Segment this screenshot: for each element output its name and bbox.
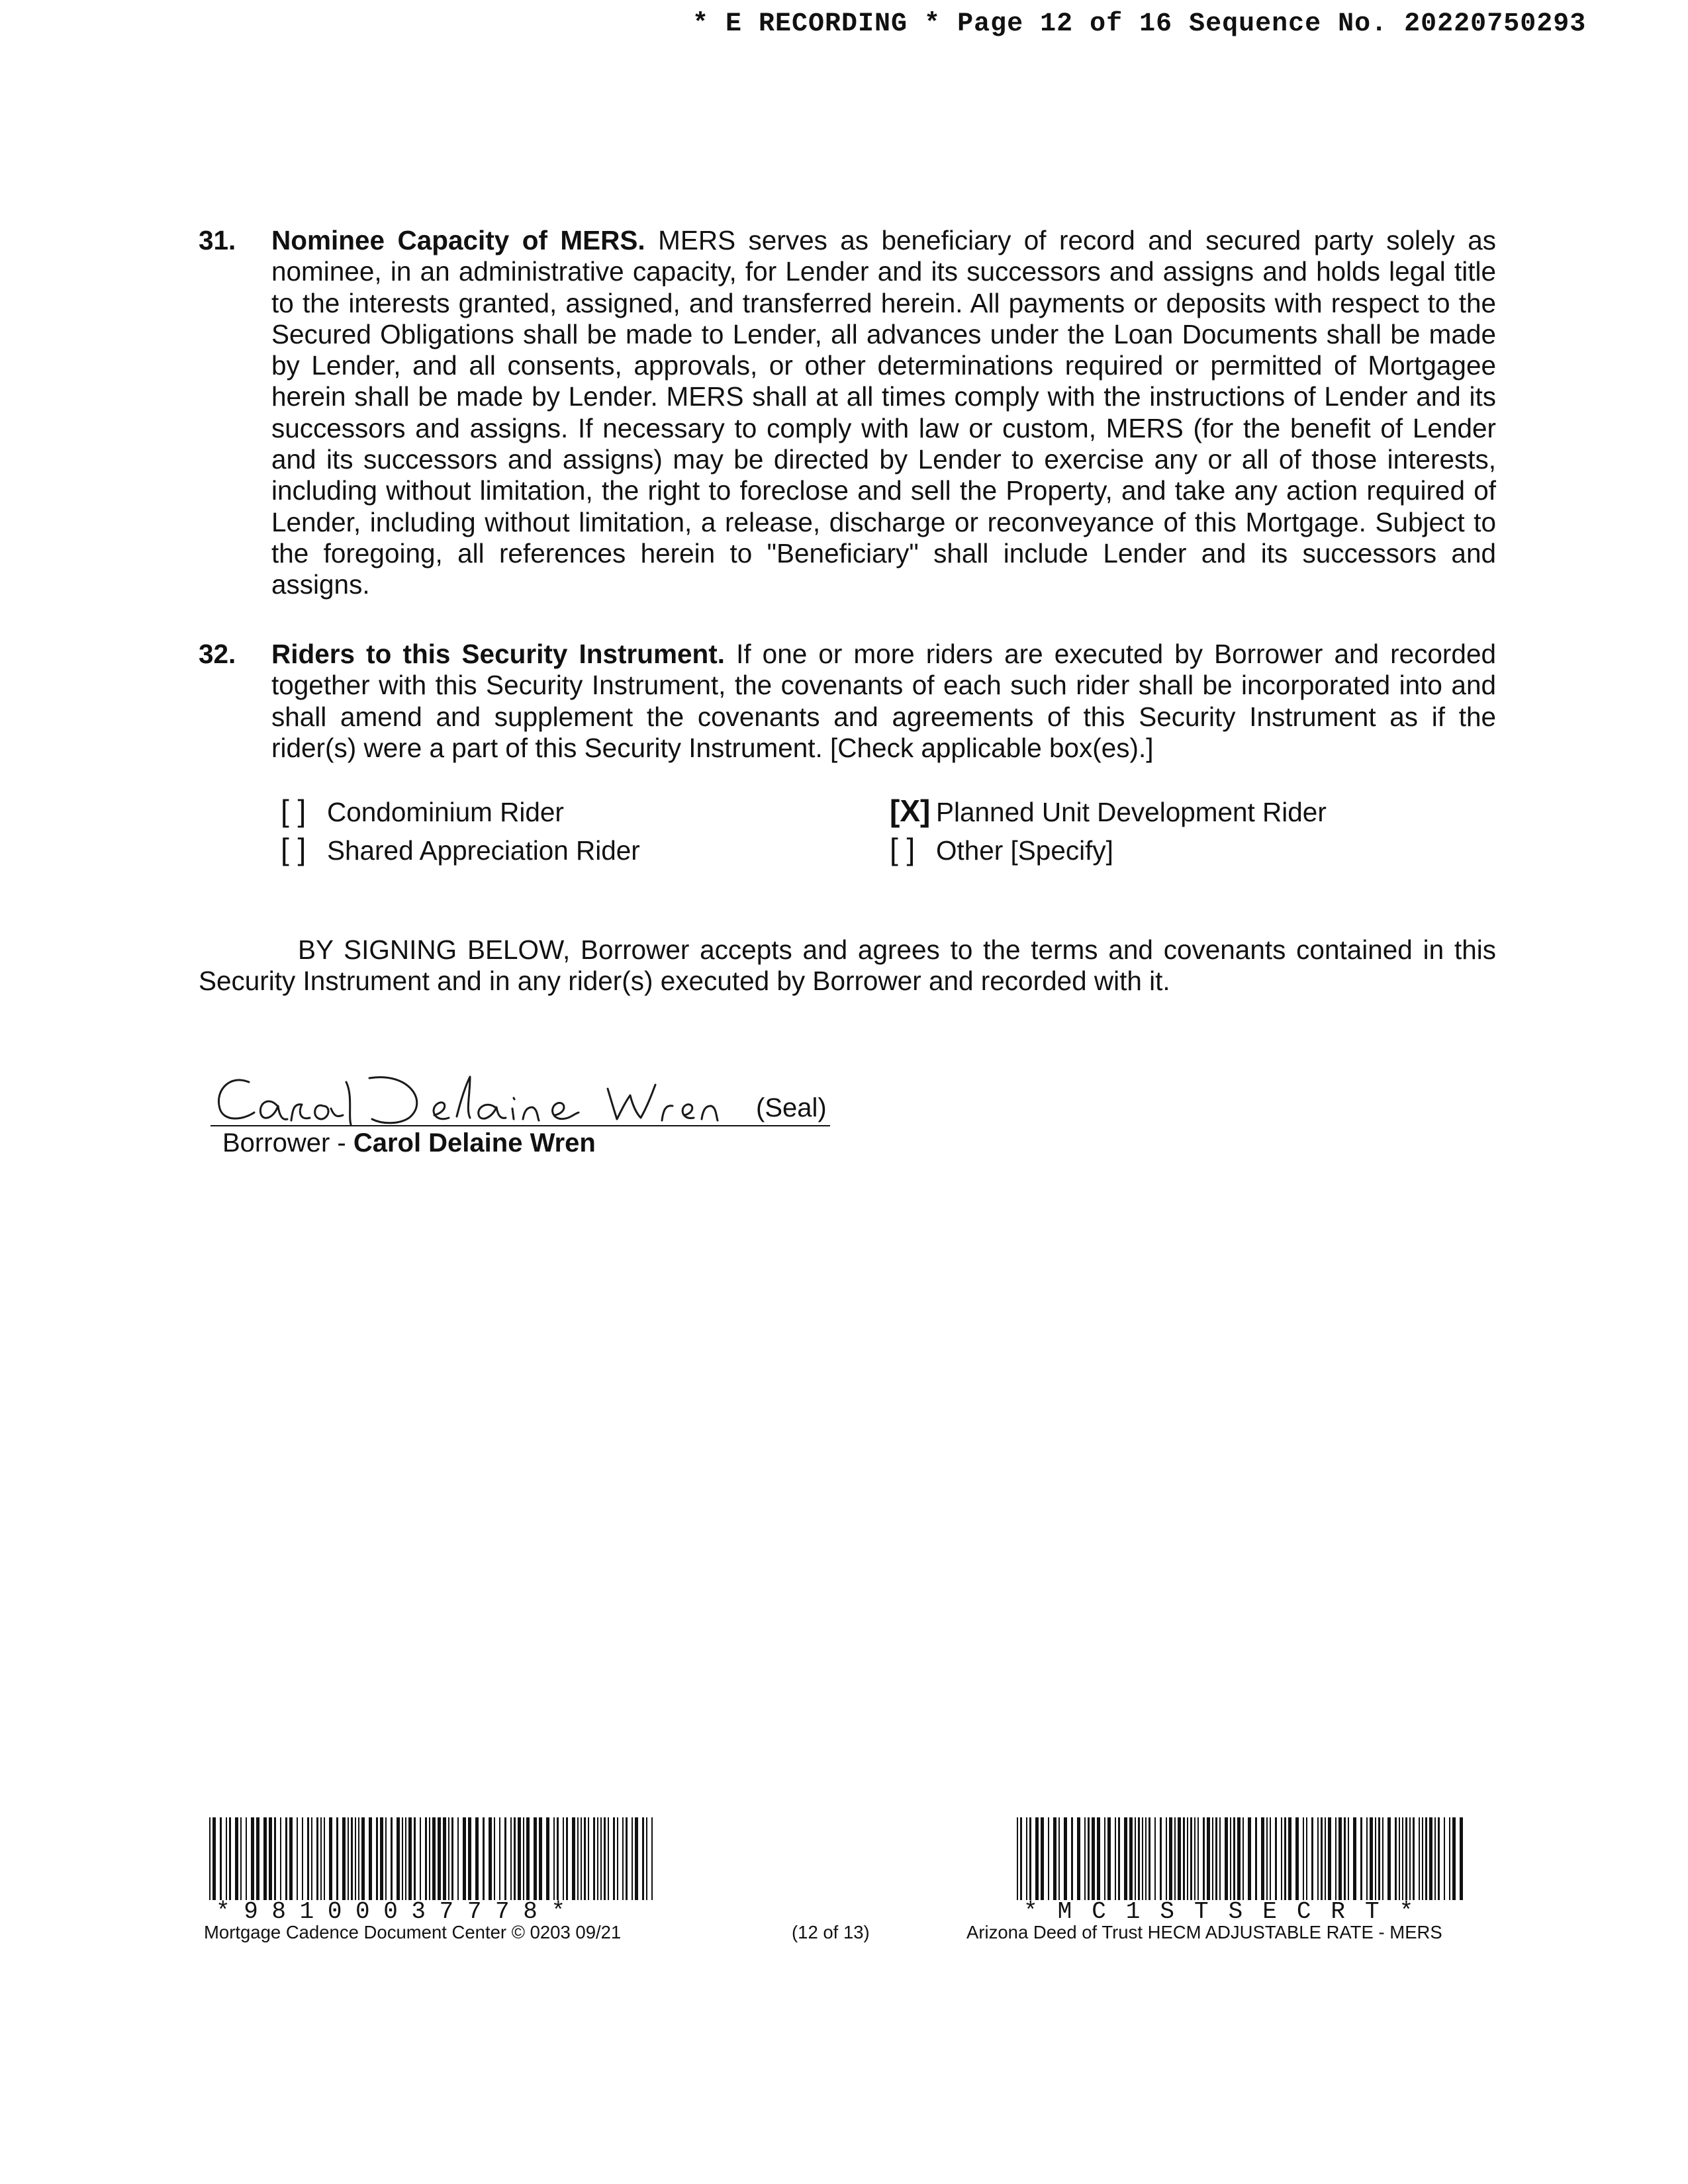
barcode-bar [1138, 1817, 1139, 1900]
barcode-bar [608, 1817, 609, 1900]
barcode-bar [1395, 1817, 1396, 1900]
barcode-bar [285, 1817, 287, 1900]
borrower-name-line [222, 1128, 596, 1158]
barcode-bar [1053, 1817, 1056, 1900]
barcode-bar [342, 1817, 346, 1900]
barcode-bar [1438, 1817, 1439, 1900]
barcode-bar [240, 1817, 242, 1900]
barcode-bar [1306, 1817, 1307, 1900]
barcode-bar [1413, 1817, 1414, 1900]
barcode-bar [1142, 1817, 1143, 1900]
barcode-bar [1107, 1817, 1111, 1900]
signature-line [211, 1125, 830, 1126]
barcode-bar [581, 1817, 582, 1900]
barcode-bar [1149, 1817, 1150, 1900]
barcode-bar [351, 1817, 352, 1900]
barcode-bar [617, 1817, 618, 1900]
barcode-bar [1452, 1817, 1456, 1900]
barcode-bar [361, 1817, 365, 1900]
barcode-bar [212, 1817, 216, 1900]
barcode-bar [1077, 1817, 1080, 1900]
barcode-bar [1187, 1817, 1188, 1900]
barcode-bar [220, 1817, 221, 1900]
footer-right: Arizona Deed of Trust HECM ADJUSTABLE RATE - MERS [966, 1922, 1442, 1942]
barcode-bar [448, 1817, 449, 1900]
barcode-bar [1104, 1817, 1105, 1900]
barcode-bar [539, 1817, 542, 1900]
barcode-bar [1261, 1817, 1264, 1900]
barcode-bar [297, 1817, 298, 1900]
barcode-bar [1399, 1817, 1400, 1900]
barcode-bar [280, 1817, 281, 1900]
barcode-bar [1275, 1817, 1276, 1900]
barcode-bar [263, 1817, 267, 1900]
barcode-bar [1190, 1817, 1192, 1900]
barcode-bar [553, 1817, 555, 1900]
section-heading: Riders to this Security Instrument. [271, 639, 725, 669]
barcode-bar [226, 1817, 227, 1900]
barcode-right [1017, 1817, 1467, 1900]
barcode-bar [1353, 1817, 1356, 1900]
barcode-bar [246, 1817, 247, 1900]
barcode-bar [1017, 1817, 1018, 1900]
barcode-bar [429, 1817, 430, 1900]
rider-label: Planned Unit Development Rider [936, 797, 1327, 827]
barcode-bar [600, 1817, 602, 1900]
barcode-bar [534, 1817, 537, 1900]
barcode-bar [1409, 1817, 1411, 1900]
barcode-bar [391, 1817, 392, 1900]
barcode-bar [1041, 1817, 1044, 1900]
barcode-bar [1387, 1817, 1391, 1900]
barcode-bar [1169, 1817, 1172, 1900]
barcode-bar [369, 1817, 372, 1900]
barcode-bar [1434, 1817, 1436, 1900]
barcode-bar [1154, 1817, 1156, 1900]
barcode-bar [584, 1817, 585, 1900]
section-number: 31. [199, 225, 236, 255]
barcode-bar [380, 1817, 383, 1900]
barcode-bar [566, 1817, 567, 1900]
barcode-bar [425, 1817, 426, 1900]
barcode-bar [572, 1817, 575, 1900]
barcode-bar [1444, 1817, 1445, 1900]
barcode-bar [1048, 1817, 1049, 1900]
barcode-bar [307, 1817, 308, 1900]
barcode-bar [1366, 1817, 1368, 1900]
barcode-bar [635, 1817, 638, 1900]
barcode-bar [1422, 1817, 1423, 1900]
section-32 [199, 639, 1496, 771]
rider-label: Shared Appreciation Rider [327, 835, 640, 866]
signing-statement: BY SIGNING BELOW, Borrower accepts and agrees to the terms and covenants contained in this Security Instrument and in any rider(s) executed by Borrower and recorded with it. [199, 934, 1496, 996]
borrower-prefix: Borrower - [222, 1128, 353, 1158]
barcode-bar [646, 1817, 647, 1900]
barcode-bar [1405, 1817, 1407, 1900]
barcode-bar [1071, 1817, 1072, 1900]
barcode-bar [463, 1817, 466, 1900]
barcode-bar [1248, 1817, 1251, 1900]
barcode-bar [1129, 1817, 1133, 1900]
barcode-bar [1378, 1817, 1380, 1900]
barcode-bar [348, 1817, 349, 1900]
barcode-bar [405, 1817, 406, 1900]
barcode-bar [443, 1817, 446, 1900]
section-body [271, 225, 1496, 601]
barcode-right-text: *MC1STSECRT* [1023, 1898, 1434, 1925]
barcode-bar [358, 1817, 359, 1900]
barcode-bar [1233, 1817, 1235, 1900]
barcode-bar [1243, 1817, 1244, 1900]
barcode-bar [316, 1817, 318, 1900]
barcode-bar [336, 1817, 338, 1900]
barcode-bar [563, 1817, 564, 1900]
barcode-bar [1026, 1817, 1027, 1900]
barcode-bar [1429, 1817, 1432, 1900]
barcode-bar [1460, 1817, 1463, 1900]
barcode-bar [1203, 1817, 1204, 1900]
barcode-bar [1325, 1817, 1326, 1900]
section-number: 32. [199, 639, 236, 669]
barcode-bar [475, 1817, 479, 1900]
barcode-bar [414, 1817, 415, 1900]
seal-label: (Seal) [756, 1093, 827, 1122]
barcode-bar [438, 1817, 441, 1900]
barcode-bar [642, 1817, 643, 1900]
barcode-bar [1270, 1817, 1271, 1900]
barcode-bar [1174, 1817, 1176, 1900]
checkbox: [ ] [890, 832, 915, 866]
recording-header: * E RECORDING * Page 12 of 16 Sequence No. 20220750293 [692, 9, 1587, 39]
rider-planned-unit-development [890, 793, 1327, 829]
barcode-bar [1449, 1817, 1450, 1900]
barcode-bar [593, 1817, 594, 1900]
barcode-bar [274, 1817, 275, 1900]
barcode-bar [1402, 1817, 1403, 1900]
barcode-bar [302, 1817, 303, 1900]
barcode-bar [1088, 1817, 1089, 1900]
rider-label: Condominium Rider [327, 797, 564, 827]
rider-label: Other [Specify] [936, 835, 1113, 866]
barcode-bar [1317, 1817, 1319, 1900]
barcode-bar [420, 1817, 421, 1900]
barcode-bar [514, 1817, 515, 1900]
barcode-bar [1183, 1817, 1184, 1900]
barcode-bar [1212, 1817, 1213, 1900]
barcode-bar [626, 1817, 627, 1900]
barcode-bar [329, 1817, 332, 1900]
barcode-bar [504, 1817, 506, 1900]
barcode-bar [1029, 1817, 1031, 1900]
barcode-bar [1360, 1817, 1362, 1900]
barcode-bar [324, 1817, 325, 1900]
barcode-bar [1197, 1817, 1199, 1900]
barcode-bar [1321, 1817, 1322, 1900]
rider-other [890, 831, 1113, 867]
barcode-bar [651, 1817, 653, 1900]
barcode-bar [385, 1817, 387, 1900]
borrower-name: Carol Delaine Wren [353, 1128, 596, 1158]
barcode-bar [408, 1817, 412, 1900]
barcode-bar [632, 1817, 633, 1900]
barcode-bar [289, 1817, 293, 1900]
barcode-bar [402, 1817, 403, 1900]
barcode-bar [1215, 1817, 1217, 1900]
barcode-bar [1328, 1817, 1331, 1900]
barcode-bar [1344, 1817, 1345, 1900]
barcode-bar [1035, 1817, 1039, 1900]
barcode-left [209, 1817, 659, 1900]
barcode-bar [577, 1817, 579, 1900]
barcode-bar [546, 1817, 549, 1900]
barcode-bar [510, 1817, 512, 1900]
barcode-bar [1194, 1817, 1196, 1900]
barcode-bar [1124, 1817, 1127, 1900]
barcode-bar [1338, 1817, 1342, 1900]
barcode-bar [1092, 1817, 1095, 1900]
barcode-bar [613, 1817, 614, 1900]
barcode-bar [468, 1817, 471, 1900]
barcode-bar [1084, 1817, 1086, 1900]
barcode-bar [1020, 1817, 1021, 1900]
barcode-bar [269, 1817, 272, 1900]
rider-condominium [281, 793, 564, 829]
barcode-bar [311, 1817, 312, 1900]
barcode-bar [1382, 1817, 1383, 1900]
barcode-bar [604, 1817, 605, 1900]
barcode-bar [1295, 1817, 1299, 1900]
barcode-bar [523, 1817, 524, 1900]
barcode-bar [235, 1817, 238, 1900]
barcode-bar [1115, 1817, 1116, 1900]
barcode-bar [320, 1817, 322, 1900]
barcode-bar [1058, 1817, 1060, 1900]
barcode-bar [483, 1817, 484, 1900]
barcode-bar [1178, 1817, 1181, 1900]
barcode-bar [1348, 1817, 1349, 1900]
section-text: If one or more riders are executed by Borrower and recorded together with this Security Instrument, the covenants of each such rider shall be incorporated into and shall amend and supplement the covenants and agreements of this Security Instrument as if the rider(s) were a part of this Security Instrument. [Check applicable box(es).] [271, 639, 1496, 763]
barcode-bar [526, 1817, 530, 1900]
barcode-bar [209, 1817, 211, 1900]
rider-shared-appreciation [281, 831, 640, 867]
barcode-bar [597, 1817, 598, 1900]
barcode-bar [1303, 1817, 1304, 1900]
barcode-bar [499, 1817, 500, 1900]
barcode-bar [489, 1817, 492, 1900]
barcode-bar [1207, 1817, 1210, 1900]
barcode-bar [1064, 1817, 1067, 1900]
barcode-bar [588, 1817, 589, 1900]
barcode-bar [1097, 1817, 1100, 1900]
barcode-bar [1230, 1817, 1231, 1900]
section-text: MERS serves as beneficiary of record and secured party solely as nominee, in an administrative capacity, for Lender and its successors and assigns and holds legal title to the interests granted, assigned, and transferred herein. All payments or deposits with respect to the Secured Obligations shall be made to Lender, all advances under the Loan Documents shall be made by Lender, and all consents, approvals, or other determinations required or permitted of Mortgagee herein shall be made by Lender. MERS shall at all times comply with the instructions of Lender and its successors and assigns. If necessary to comply with law or custom, MERS (for the benefit of Lender and its successors and assigns) may be directed by Lender to exercise any or all of those interests, including without limitation, the right to foreclose and sell the Property, and take any action required of Lender, including without limitation, a release, discharge or reconveyance of this Mortgage. Subject to the foregoing, all references herein to "Beneficiary" shall include Lender and its successors and assigns. [271, 225, 1496, 600]
barcode-bar [355, 1817, 356, 1900]
barcode-bar [518, 1817, 521, 1900]
barcode-bar [1288, 1817, 1291, 1900]
barcode-bar [1255, 1817, 1256, 1900]
barcode-bar [1219, 1817, 1221, 1900]
barcode-bar [1135, 1817, 1136, 1900]
barcode-bar [256, 1817, 259, 1900]
barcode-bar [251, 1817, 254, 1900]
footer-left: Mortgage Cadence Document Center © 0203 09/21 [204, 1922, 622, 1942]
handwritten-signature [211, 1069, 753, 1128]
barcode-bar [1160, 1817, 1161, 1900]
section-body [271, 639, 1496, 764]
barcode-bar [1118, 1817, 1119, 1900]
checkbox: [ ] [281, 794, 306, 828]
barcode-bar [451, 1817, 453, 1900]
barcode-bar [1375, 1817, 1376, 1900]
barcode-bar [1419, 1817, 1420, 1900]
checkbox-checked: [X] [890, 794, 931, 828]
checkbox: [ ] [281, 832, 306, 866]
barcode-bar [397, 1817, 400, 1900]
barcode-bar [1145, 1817, 1147, 1900]
barcode-left-text: *98100037778* [216, 1898, 579, 1925]
barcode-bar [1335, 1817, 1336, 1900]
section-31 [199, 225, 1496, 609]
barcode-bar [1225, 1817, 1228, 1900]
barcode-bar [229, 1817, 230, 1900]
section-heading: Nominee Capacity of MERS. [271, 225, 645, 255]
barcode-bar [557, 1817, 558, 1900]
barcode-bar [622, 1817, 624, 1900]
barcode-bar [1311, 1817, 1313, 1900]
barcode-bar [1166, 1817, 1167, 1900]
barcode-bar [376, 1817, 377, 1900]
barcode-bar [1284, 1817, 1286, 1900]
barcode-bar [432, 1817, 436, 1900]
barcode-bar [1266, 1817, 1268, 1900]
barcode-bar [1237, 1817, 1241, 1900]
barcode-bar [1425, 1817, 1427, 1900]
barcode-bar [1281, 1817, 1282, 1900]
barcode-bar [457, 1817, 459, 1900]
footer-page-number: (12 of 13) [792, 1922, 870, 1942]
barcode-bar [494, 1817, 495, 1900]
barcode-bar [1370, 1817, 1373, 1900]
